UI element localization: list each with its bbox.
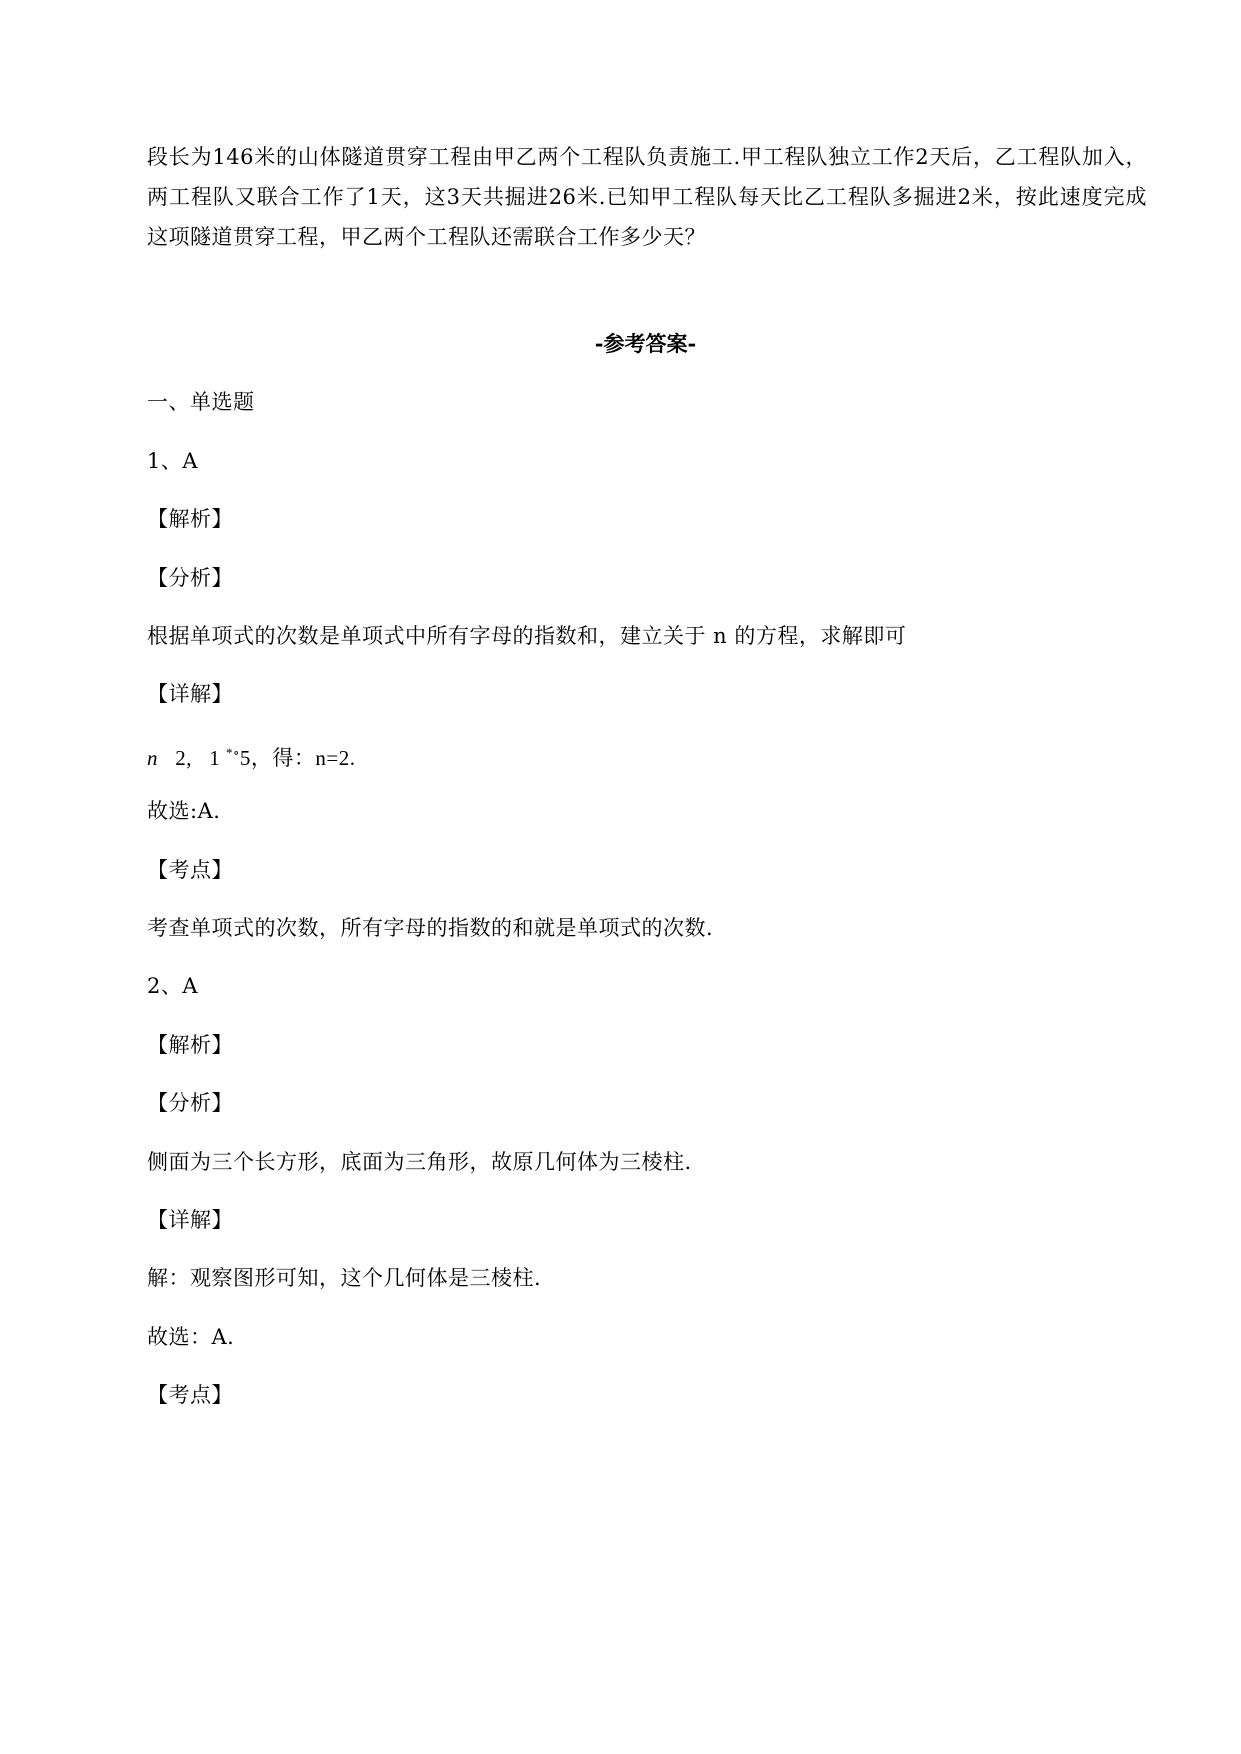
eq-var-n: n — [147, 746, 158, 770]
q1-kaodian-label: 【考点】 — [147, 858, 233, 882]
q2-choice: 故选：A. — [147, 1325, 235, 1349]
q2-fenxi-label: 【分析】 — [147, 1091, 233, 1115]
q2-xiangjie-label: 【详解】 — [147, 1208, 233, 1232]
q1-jiexi-label: 【解析】 — [147, 507, 233, 531]
q2-analysis: 侧面为三个长方形，底面为三角形，故原几何体为三棱柱. — [147, 1150, 692, 1174]
q2-detail: 解：观察图形可知，这个几何体是三棱柱. — [147, 1266, 542, 1290]
q1-number: 1、A — [147, 449, 199, 473]
q1-equation: n 2, 1 *∘5，得：n=2. — [147, 745, 356, 770]
eq-term-1: 1 — [209, 746, 221, 770]
q2-jiexi-label: 【解析】 — [147, 1033, 233, 1057]
eq-term-2: 2 — [175, 746, 187, 770]
problem-text: 段长为146米的山体隧道贯穿工程由甲乙两个工程队负责施工.甲工程队独立工作2天后，乙工程队加入，两工程队又联合工作了1天，这3天共掘进26米.已知甲工程队每天比乙工程队多掘进2米，按此速度完成这项隧道贯穿工程，甲乙两个工程队还需联合工作多少天？ — [147, 145, 1147, 249]
eq-result: 5，得：n=2. — [239, 746, 356, 770]
section-title: 一、单选题 — [147, 390, 255, 414]
q1-fenxi-label: 【分析】 — [147, 566, 233, 590]
q2-kaodian-label: 【考点】 — [147, 1383, 233, 1407]
q2-number: 2、A — [147, 974, 199, 998]
q1-choice: 故选:A. — [147, 799, 221, 823]
q1-analysis: 根据单项式的次数是单项式中所有字母的指数和，建立关于 n 的方程，求解即可 — [147, 624, 907, 648]
q1-note: 考查单项式的次数，所有字母的指数的和就是单项式的次数. — [147, 916, 714, 940]
answer-key-title: -参考答案- — [594, 331, 697, 356]
q1-xiangjie-label: 【详解】 — [147, 682, 233, 706]
eq-superscript: *∘ — [226, 745, 240, 760]
